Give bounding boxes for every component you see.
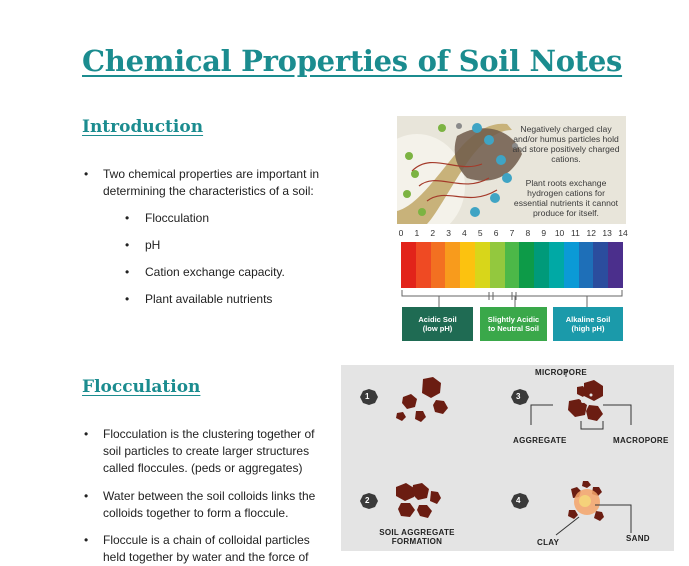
bullet-icon: •	[125, 265, 130, 279]
bullet-icon: •	[84, 489, 89, 503]
ph-number: 12	[586, 228, 597, 238]
cation-exchange-illustration	[397, 116, 626, 224]
ph-number: 0	[398, 228, 404, 238]
ph-number: 10	[554, 228, 565, 238]
sand-label: SAND	[626, 534, 650, 543]
step-badge-2: 2	[365, 496, 370, 505]
list-item	[125, 265, 285, 279]
ph-number: 14	[618, 228, 628, 238]
ph-number: 11	[571, 228, 580, 238]
ph-color-segment	[505, 242, 520, 288]
floc-bullet-text: Floccule is a chain of colloidal particles held together by water and the force of	[103, 533, 310, 564]
root-caption: Plant roots exchange hydrogen cations for essential nutrients it cannot produce for itself.	[513, 178, 619, 218]
box-label: Alkaline Soil	[565, 315, 611, 324]
clay-label: CLAY	[537, 538, 560, 547]
box-label: Acidic Soil	[418, 315, 457, 324]
ph-color-segment	[593, 242, 608, 288]
introduction-heading: Introduction	[82, 117, 204, 137]
macropore-label: MACROPORE	[613, 436, 669, 445]
step-badge-1: 1	[365, 392, 370, 401]
bullet-icon: •	[84, 427, 89, 441]
ph-number: 9	[541, 228, 547, 238]
ph-color-segment	[564, 242, 579, 288]
formation-label-line: SOIL AGGREGATE	[379, 528, 455, 537]
alkaline-soil-box	[553, 307, 623, 341]
ph-color-bar	[401, 242, 623, 288]
micropore-label: MICROPORE	[535, 368, 588, 377]
ph-color-segment	[475, 242, 490, 288]
acidic-soil-box	[402, 307, 473, 341]
floc-bullet-text: Water between the soil colloids links the colloids together to form a floccule.	[103, 489, 316, 520]
box-label: Slightly Acidic	[487, 315, 540, 324]
formation-label-line: FORMATION	[391, 537, 443, 546]
floc-bullet	[84, 426, 325, 477]
page-title: Chemical Properties of Soil Notes	[82, 44, 623, 78]
ph-color-segment	[534, 242, 549, 288]
floc-bullet	[84, 488, 325, 522]
ph-number: 6	[493, 228, 499, 238]
ph-number: 3	[446, 228, 451, 238]
ph-number: 4	[462, 228, 467, 238]
ph-color-segment	[445, 242, 460, 288]
ph-number: 2	[430, 228, 436, 238]
floc-bullet-text: Flocculation is the clustering together of soil particles to create larger structures called floccules. (peds or aggregates)	[103, 427, 315, 475]
list-item-text: pH	[145, 238, 161, 252]
bullet-icon: •	[125, 211, 130, 225]
bullet-icon: •	[84, 533, 89, 547]
step-badge-3: 3	[516, 392, 521, 401]
list-item-text: Plant available nutrients	[145, 292, 273, 306]
ph-number: 1	[414, 228, 420, 238]
clay-caption: Negatively charged clay and/or humus particles hold and store positively charged cations.	[512, 124, 620, 164]
box-label: (low pH)	[422, 324, 453, 333]
list-item	[125, 211, 210, 225]
box-label: (high pH)	[571, 324, 605, 333]
ph-color-segment	[490, 242, 505, 288]
bullet-icon: •	[84, 167, 89, 181]
intro-bullet-text: Two chemical properties are important in determining the characteristics of a soil:	[103, 167, 320, 198]
ph-color-segment	[401, 242, 416, 288]
aggregate-label: AGGREGATE	[513, 436, 567, 445]
aggregate-drawing	[341, 365, 674, 551]
ph-number: 8	[525, 228, 531, 238]
ph-brackets	[401, 288, 623, 308]
ph-color-segment	[416, 242, 431, 288]
list-item	[125, 292, 273, 306]
floc-bullet	[84, 532, 325, 566]
list-item-text: Cation exchange capacity.	[145, 265, 285, 279]
neutral-soil-box	[480, 307, 547, 341]
flocculation-heading: Flocculation	[82, 377, 201, 397]
aggregate-formation-figure	[341, 365, 674, 551]
box-label: to Neutral Soil	[488, 324, 539, 333]
intro-bullet	[84, 166, 335, 200]
ph-color-segment	[460, 242, 475, 288]
ph-scale-figure	[397, 116, 626, 343]
bullet-icon: •	[125, 292, 130, 306]
ph-color-segment	[549, 242, 564, 288]
ph-number: 7	[509, 228, 515, 238]
bullet-icon: •	[125, 238, 130, 252]
ph-color-segment	[431, 242, 446, 288]
list-item-text: Flocculation	[145, 211, 210, 225]
list-item	[125, 238, 161, 252]
ph-number: 5	[477, 228, 483, 238]
ph-color-segment	[519, 242, 534, 288]
ph-number-row	[397, 228, 626, 240]
ph-color-segment	[579, 242, 594, 288]
ph-number: 13	[602, 228, 612, 238]
ph-color-segment	[608, 242, 623, 288]
formation-label	[375, 528, 459, 546]
step-badge-4: 4	[516, 496, 521, 505]
